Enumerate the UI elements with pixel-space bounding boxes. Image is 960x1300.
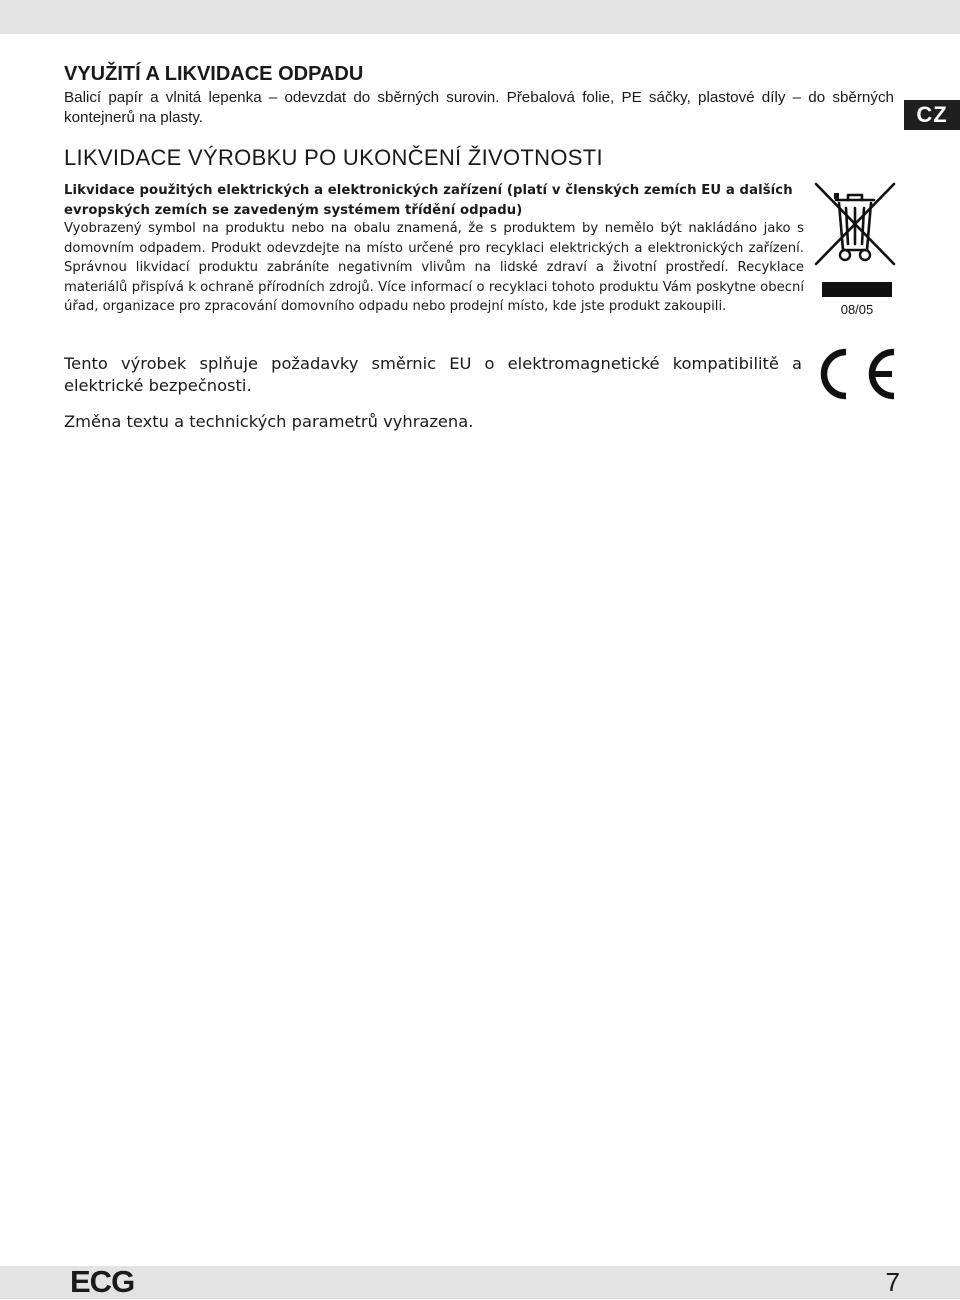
disposal-section-subtitle: Likvidace použitých elektrických a elektronických zařízení (platí v členských zemích EU a dalších evropských zemích se zavedeným systémem třídění odpadu) [64,183,793,218]
change-disclaimer: Změna textu a technických parametrů vyhrazena. [64,412,474,431]
weee-date-label: 08/05 [840,302,874,317]
compliance-statement: Tento výrobek splňuje požadavky směrnic EU o elektromagnetické kompatibilitě a elektrické bezpečnosti. [64,354,802,395]
disposal-section-title: LIKVIDACE VÝROBKU PO UKONČENÍ ŽIVOTNOSTI [64,145,603,170]
ce-mark-icon [818,346,898,402]
header-bar [0,0,960,34]
weee-underline-bar [822,282,892,297]
crossed-out-wheelie-bin-icon [812,180,898,268]
page-number: 7 [885,1267,900,1297]
packaging-section-title: VYUŽITÍ A LIKVIDACE ODPADU [64,63,364,85]
disposal-section-text: Vyobrazený symbol na produktu nebo na obalu znamená, že s produktem by nemělo být nakládáno jako s domovním odpadem. Produkt odevzdejte na místo určené pro recyklaci elektrických a elektronických zařízení. Správnou likvidací produktu zabráníte negativním vlivům na lidské zdraví a životní prostředí. Recyklace materiálů přispívá k ochraně přírodních zdrojů. Více informací o recyklaci tohoto produktu Vám poskytne obecní úřad, organizace pro zpracování domovního odpadu nebo prodejní místo, kde jste produkt zakoupili. [64,221,804,314]
language-tab: CZ [904,100,960,130]
footer-bar [0,1266,960,1299]
brand-logo: ECG [70,1264,135,1299]
packaging-section-text: Balicí papír a vlnitá lepenka – odevzdat do sběrných surovin. Přebalová folie, PE sáčky, plastové díly – do sběrných kontejnerů na plasty. [64,89,894,126]
